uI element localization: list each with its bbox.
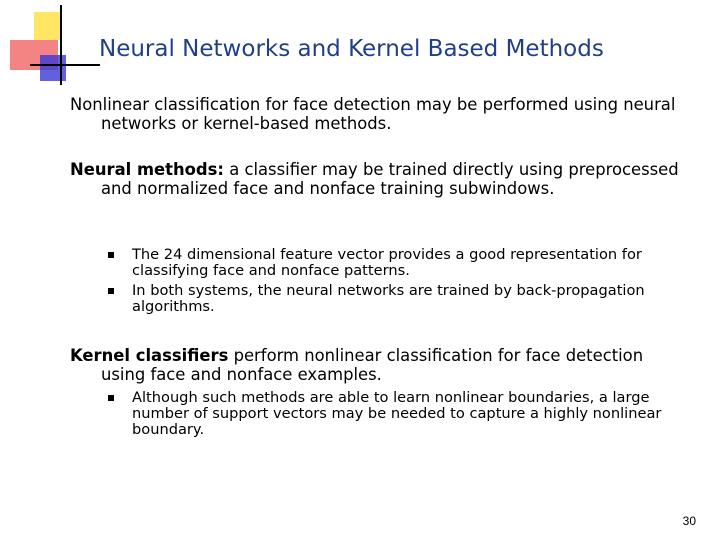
logo-blue-square	[40, 55, 66, 81]
kernel-text-block	[70, 346, 690, 384]
kernel-paragraph	[70, 346, 690, 384]
bullet-square-icon	[108, 252, 114, 258]
page-number: 30	[682, 514, 696, 528]
logo-yellow-square	[34, 12, 62, 40]
bullet-text: In both systems, the neural networks are trained by back-propagation algorithms.	[132, 282, 645, 315]
list-item	[108, 283, 698, 315]
neural-bullet-list	[108, 247, 698, 315]
neural-paragraph	[70, 160, 690, 198]
neural-text: a classifier may be trained directly using preprocessed and normalized face and nonface training subwindows.	[101, 160, 679, 198]
neural-text-block	[70, 160, 690, 198]
kernel-label: Kernel classifiers	[70, 346, 229, 365]
bullet-text: Although such methods are able to learn nonlinear boundaries, a large number of support vectors may be needed to capture a highly nonlinear boundary.	[132, 389, 662, 438]
kernel-text: perform nonlinear classification for face detection using face and nonface examples.	[101, 346, 644, 384]
logo-horizontal-line	[30, 64, 100, 66]
intro-text: Nonlinear classification for face detection may be performed using neural networks or kernel-based methods.	[70, 95, 676, 133]
neural-label: Neural methods:	[70, 160, 224, 179]
logo-vertical-line	[60, 5, 62, 85]
intro-paragraph	[70, 95, 690, 133]
bullet-square-icon	[108, 288, 114, 294]
slide-logo	[0, 0, 110, 100]
list-item	[108, 390, 698, 438]
bullet-text: The 24 dimensional feature vector provides a good representation for classifying face and nonface patterns.	[132, 246, 642, 279]
slide-title: Neural Networks and Kernel Based Methods	[99, 36, 604, 62]
bullet-square-icon	[108, 395, 114, 401]
list-item	[108, 247, 698, 279]
kernel-bullet-list	[108, 390, 698, 438]
